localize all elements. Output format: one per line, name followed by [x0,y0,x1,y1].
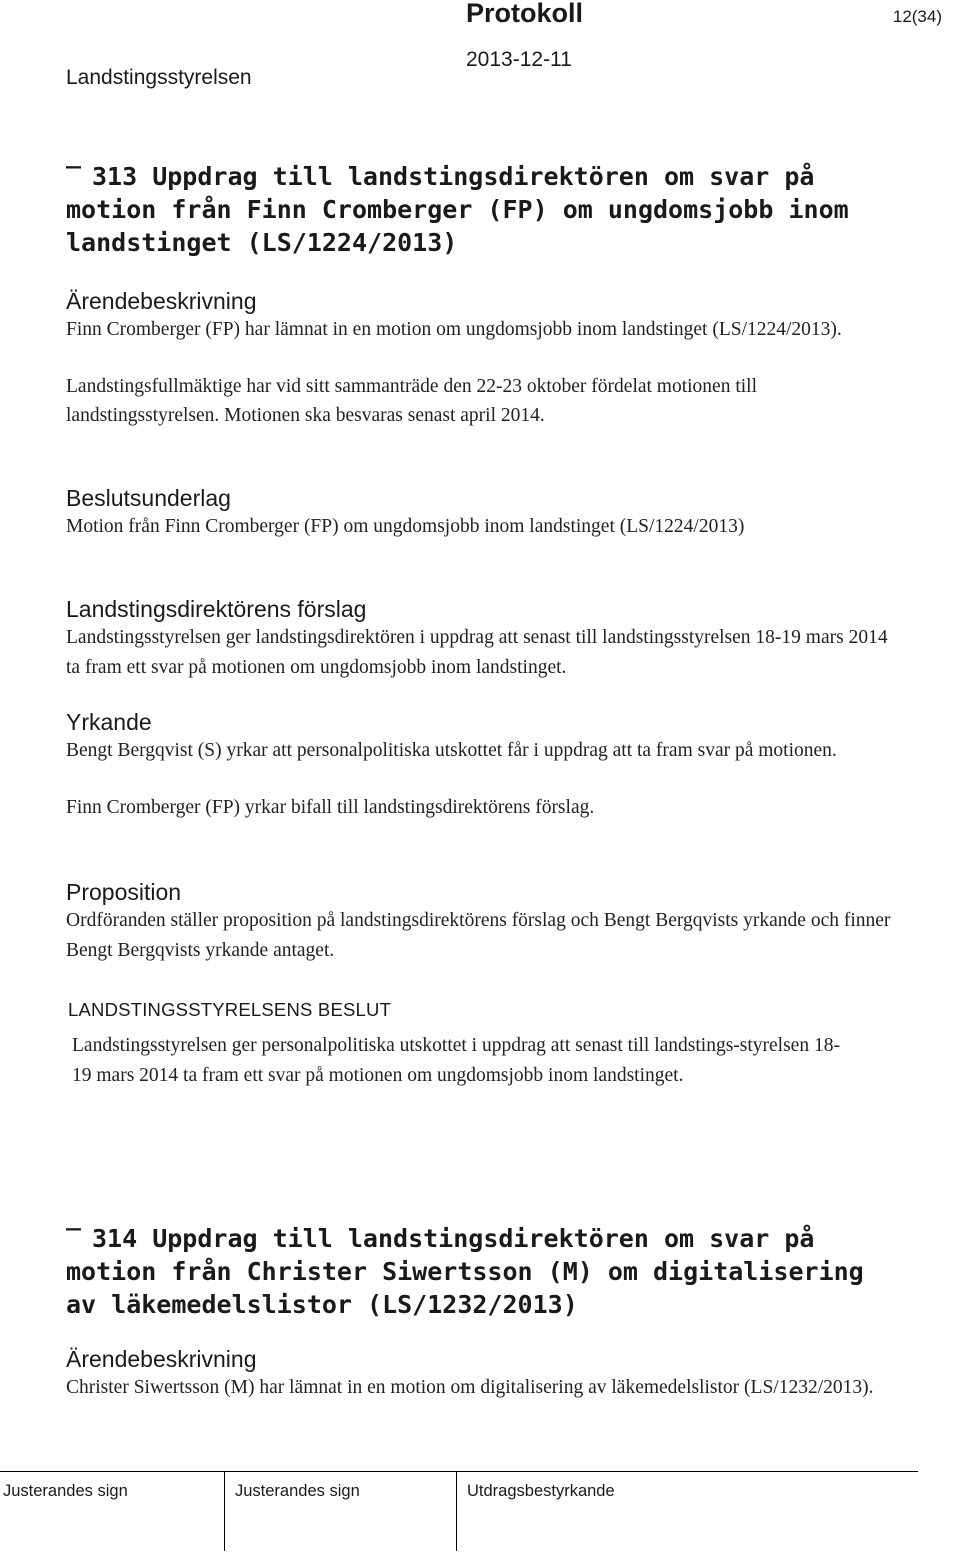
document-type: Protokoll [466,0,584,28]
arende-heading: Ärendebeskrivning [66,288,257,314]
yrkande-paragraph-2: Finn Cromberger (FP) yrkar bifall till landstingsdirektörens förslag. [66,796,595,818]
arende-block-314 [66,1345,906,1403]
beslutsunderlag-block [66,484,906,542]
section-314 [66,1222,906,1321]
section-bullet-icon: ‾ [66,162,82,191]
forslag-block [66,595,906,682]
beslut-heading: LANDSTINGSSTYRELSENS BESLUT [68,999,392,1020]
beslutsunderlag-text: Motion från Finn Cromberger (FP) om ungdomsjobb inom landstinget (LS/1224/2013) [66,516,745,537]
section-313-title-text: 313 Uppdrag till landstingsdirektören om svar på motion från Finn Cromberger (FP) om ungdomsjobb inom landstinget (LS/1224/2013) [66,162,849,257]
forslag-text: Landstingsstyrelsen ger landstingsdirektören i uppdrag att senast till landstingsstyrelsen 18-19 mars 2014 ta fram ett svar på motionen om ungdomsjobb inom landstinget. [66,627,888,678]
arende-paragraph-1: Finn Cromberger (FP) har lämnat in en motion om ungdomsjobb inom landstinget (LS/1224/2013). [66,319,842,340]
page-number: 12(34) [892,7,942,26]
footer-divider [0,1471,918,1472]
organization-name: Landstingsstyrelsen [66,66,252,89]
proposition-text: Ordföranden ställer proposition på landstingsdirektörens förslag och Bengt Bergqvists yrkande och finner Bengt Bergqvists yrkande antaget. [66,910,891,961]
arende-paragraph-2: Landstingsfullmäktige har vid sitt sammanträde den 22-23 oktober fördelat motionen till landstingsstyrelsen. Motionen ska besvaras senast april 2014. [66,375,758,426]
arende-block-313 [66,287,906,431]
footer-separator [456,1471,457,1551]
beslutsunderlag-heading: Beslutsunderlag [66,485,231,511]
document-date: 2013-12-11 [466,48,572,71]
proposition-block [66,878,906,965]
section-314-title [66,1222,906,1321]
section-313 [66,160,906,259]
footer-utdragsbestyrkande: Utdragsbestyrkande [467,1482,615,1500]
proposition-heading: Proposition [66,879,182,905]
yrkande-heading: Yrkande [66,709,152,735]
section-313-title [66,160,906,259]
section-314-title-text: 314 Uppdrag till landstingsdirektören om svar på motion från Christer Siwertsson (M) om digitalisering av läkemedelslistor (LS/1232/2013) [66,1224,864,1319]
beslut-block [68,998,868,1090]
footer-justerandes-sign-1: Justerandes sign [3,1482,128,1500]
beslut-text: Landstingsstyrelsen ger personalpolitiska utskottet i uppdrag att senast till landstings-styrelsen 18-19 mars 2014 ta fram ett svar på motionen om ungdomsjobb inom landstinget. [72,1035,840,1086]
yrkande-block [66,708,906,822]
arende-heading: Ärendebeskrivning [66,1346,257,1372]
footer-separator [224,1471,225,1551]
forslag-heading: Landstingsdirektörens förslag [66,596,367,622]
arende-paragraph-1: Christer Siwertsson (M) har lämnat in en motion om digitalisering av läkemedelslistor (LS/1232/2013). [66,1377,874,1398]
section-bullet-icon: ‾ [66,1224,82,1253]
yrkande-paragraph-1: Bengt Bergqvist (S) yrkar att personalpolitiska utskottet får i uppdrag att ta fram svar på motionen. [66,740,837,761]
footer-justerandes-sign-2: Justerandes sign [235,1482,360,1500]
